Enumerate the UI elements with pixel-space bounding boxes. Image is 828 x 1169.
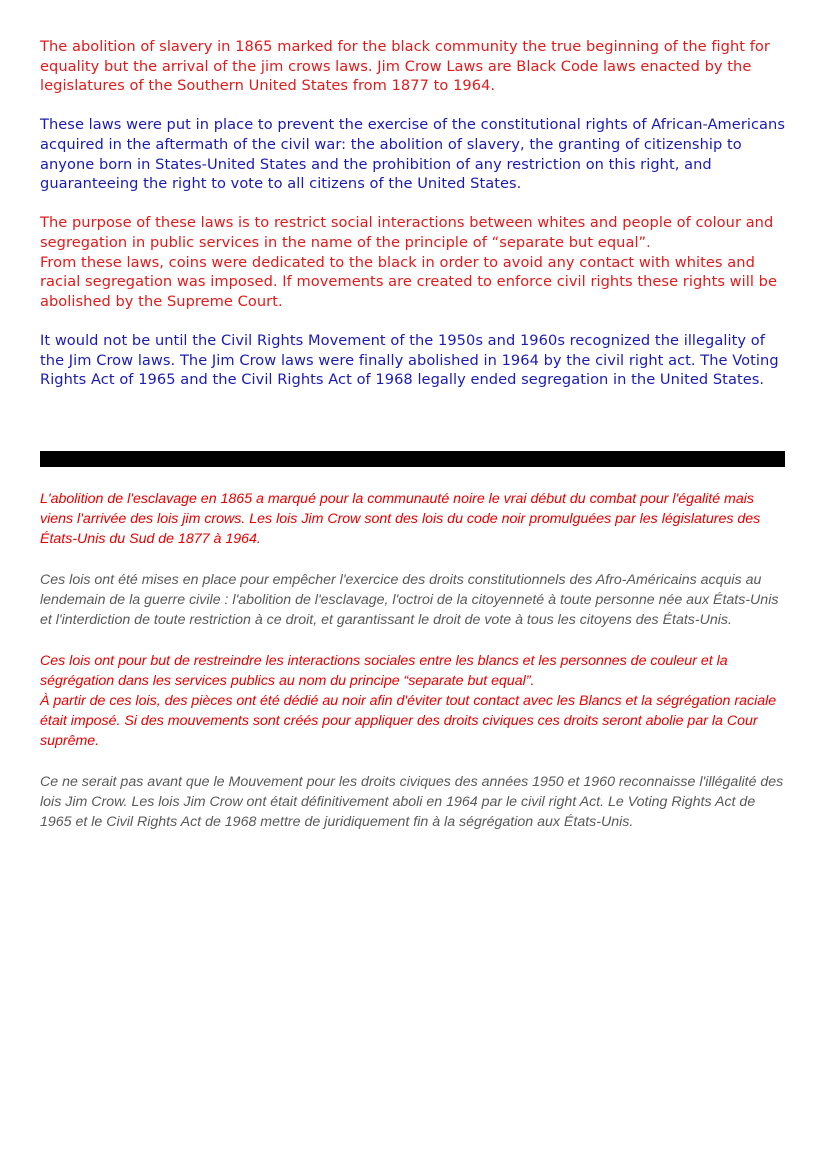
english-paragraph-2: These laws were put in place to prevent the exercise of the constitutional rights of African-Americans acquired in the aftermath of the civil war: the abolition of slavery, the granting of citizenship to anyone born in States-United States and the prohibition of any restriction on this right, and guaranteeing the right to vote to all citizens of the United States. bbox=[40, 116, 786, 193]
english-paragraph-3 bbox=[40, 213, 792, 311]
english-text-section bbox=[40, 37, 792, 409]
english-paragraph-4: It would not be until the Civil Rights Movement of the 1950s and 1960s recognized the illegality of the Jim Crow laws. The Jim Crow laws were finally abolished in 1964 by the civil right act. The Voting Rights Act of 1965 and the Civil Rights Act of 1968 legally ended segregation in the United States. bbox=[40, 331, 779, 389]
french-paragraph-4: Ce ne serait pas avant que le Mouvement pour les droits civiques des années 1950 et 1960 reconnaisse l'illégalité des lois Jim Crow. Les lois Jim Crow ont était définitivement aboli en 1964 par le civil right Act. Le Voting Rights Act de 1965 et le Civil Rights Act de 1968 mettre de juridiquement fin à la ségrégation aux États-Unis. bbox=[40, 773, 784, 831]
french-paragraph-3 bbox=[40, 651, 790, 752]
french-paragraph-1: L'abolition de l'esclavage en 1865 a marqué pour la communauté noire le vrai début du combat pour l'égalité mais viens l'arrivée des lois jim crows. Les lois Jim Crow sont des lois du code noir promulguées par les législatures des États-Unis du Sud de 1877 à 1964. bbox=[40, 491, 761, 548]
english-paragraph-3-line-a: The purpose of these laws is to restrict social interactions between whites and people of colour and segregation in public services in the name of the principle of “separate but equal”. bbox=[40, 214, 774, 251]
french-paragraph-3-line-a: Ces lois ont pour but de restreindre les interactions sociales entre les blancs et les personnes de couleur et la ségrégation dans les services publics au nom du principe “separate but equal”. bbox=[40, 652, 728, 689]
section-divider-bar bbox=[40, 451, 785, 467]
french-paragraph-2: Ces lois ont été mises en place pour empêcher l'exercice des droits constitutionnels des Afro-Américains acquis au lendemain de la guerre civile : l'abolition de l'esclavage, l'octroi de la citoyenneté à toute personne née aux États-Unis et l'interdiction de toute restriction à ce droit, et garantissant le droit de vote à tous les citoyens des États-Unis. bbox=[40, 571, 779, 629]
french-paragraph-3-line-b: À partir de ces lois, des pièces ont été dédié au noir afin d'éviter tout contact avec les Blancs et la ségrégation raciale était imposé. Si des mouvements sont créés pour appliquer des droits civiques ces droits seront abolie par la Cour suprême. bbox=[40, 693, 777, 750]
english-paragraph-1: The abolition of slavery in 1865 marked for the black community the true beginning of the fight for equality but the arrival of the jim crows laws. Jim Crow Laws are Black Code laws enacted by the legislatures of the Southern United States from 1877 to 1964. bbox=[40, 38, 770, 95]
french-text-section bbox=[40, 489, 790, 853]
english-paragraph-3-line-b: From these laws, coins were dedicated to the black in order to avoid any contact with whites and racial segregation was imposed. If movements are created to enforce civil rights these rights will be abolished by the Supreme Court. bbox=[40, 253, 778, 310]
